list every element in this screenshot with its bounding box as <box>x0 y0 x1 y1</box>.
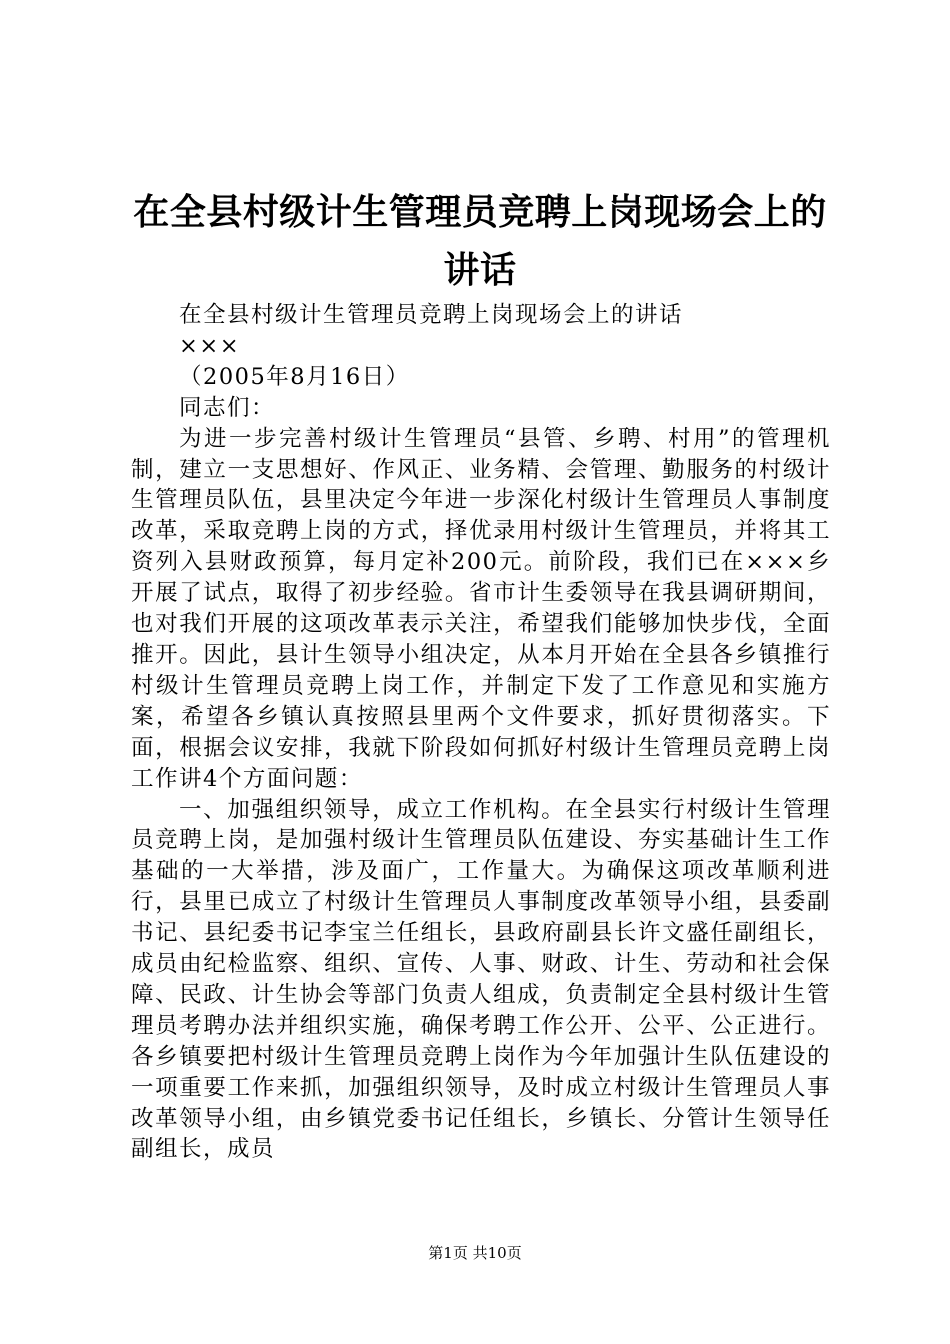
document-author: ××× <box>179 332 241 359</box>
document-date: （2005年8月16日） <box>179 363 410 390</box>
document-body <box>131 300 831 1165</box>
document-title: 在全县村级计生管理员竞聘上岗现场会上的讲话 <box>133 192 827 291</box>
document-subtitle: 在全县村级计生管理员竞聘上岗现场会上的讲话 <box>179 302 684 328</box>
document-salutation: 同志们： <box>179 394 276 421</box>
body-paragraph: 一、加强组织领导，成立工作机构。在全县实行村级计生管理员竞聘上岗，是加强村级计生管理员队伍建设、夯实基础计生工作基础的一大举措，涉及面广，工作量大。为确保这项改革顺利进行，县里已成立了村级计生管理员人事制度改革领导小组，县委副书记、县纪委书记李宝兰任组长，县政府副县长许文盛任副组长，成员由纪检监察、组织、宣传、人事、财政、计生、劳动和社会保障、民政、计生协会等部门负责人组成，负责制定全县村级计生管理员考聘办法并组织实施，确保考聘工作公开、公平、公正进行。各乡镇要把村级计生管理员竞聘上岗作为今年加强计生队伍建设的一项重要工作来抓，加强组织领导，及时成立村级计生管理员人事改革领导小组，由乡镇党委书记任组长，乡镇长、分管计生领导任副组长，成员 <box>131 796 831 1163</box>
body-paragraph: 为进一步完善村级计生管理员“县管、乡聘、村用”的管理机制，建立一支思想好、作风正、业务精、会管理、勤服务的村级计生管理员队伍，县里决定今年进一步深化村级计生管理员人事制度改革，采取竞聘上岗的方式，择优录用村级计生管理员，并将其工资列入县财政预算，每月定补200元。前阶段，我们已在×××乡开展了试点，取得了初步经验。省市计生委领导在我县调研期间，也对我们开展的这项改革表示关注，希望我们能够加快步伐，全面推开。因此，县计生领导小组决定，从本月开始在全县各乡镇推行村级计生管理员竞聘上岗工作，并制定下发了工作意见和实施方案，希望各乡镇认真按照县里两个文件要求，抓好贯彻落实。下面，根据会议安排，我就下阶段如何抓好村级计生管理员竞聘上岗工作讲4个方面问题： <box>131 425 831 792</box>
page-footer: 第1页 共10页 <box>428 1244 522 1262</box>
